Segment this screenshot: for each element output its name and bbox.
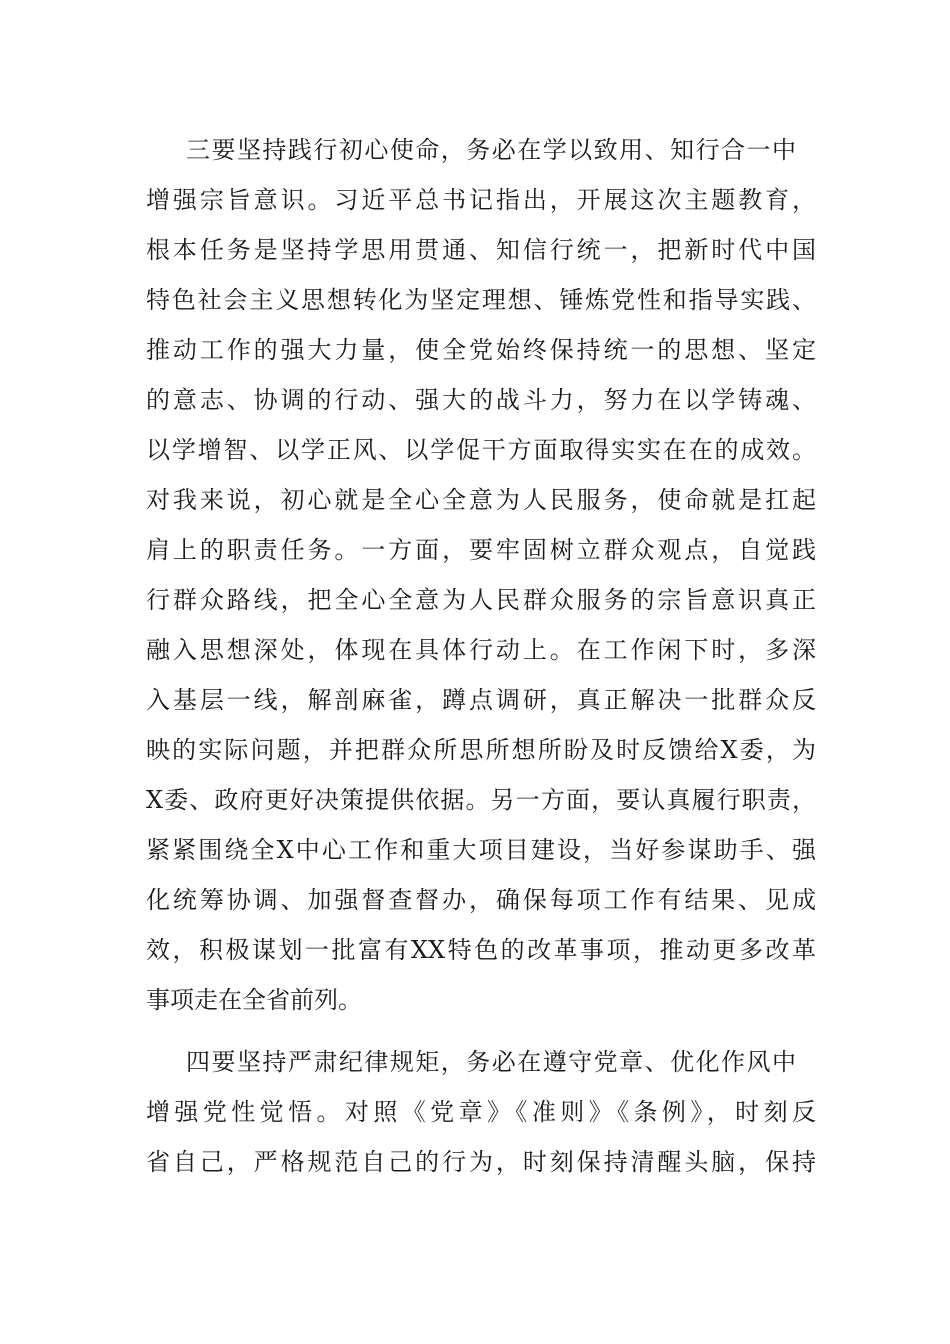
paragraph-1-line-8: 对我来说，初心就是全心全意为人民服务，使命就是扛起	[146, 486, 816, 514]
paragraph-1-line-15: 紧紧围绕全X中心工作和重大项目建设，当好参谋助手、强	[146, 836, 816, 864]
paragraph-1-line-2: 增强宗旨意识。习近平总书记指出，开展这次主题教育，	[146, 186, 816, 214]
paragraph-1-line-5: 推动工作的强大力量，使全党始终保持统一的思想、坚定	[146, 336, 816, 364]
paragraph-1-line-16: 化统筹协调、加强督查督办，确保每项工作有结果、见成	[146, 886, 816, 914]
paragraph-1-line-3: 根本任务是坚持学思用贯通、知信行统一，把新时代中国	[146, 236, 816, 264]
paragraph-1-line-17: 效，积极谋划一批富有XX特色的改革事项，推动更多改革	[146, 936, 816, 964]
paragraph-1-line-4: 特色社会主义思想转化为坚定理想、锤炼党性和指导实践、	[146, 286, 816, 314]
paragraph-2-line-2: 增强党性觉悟。对照《党章》《准则》《条例》，时刻反	[146, 1098, 816, 1126]
paragraph-1-line-18: 事项走在全省前列。	[146, 986, 362, 1014]
paragraph-1-line-1: 三要坚持践行初心使命，务必在学以致用、知行合一中	[186, 136, 796, 164]
paragraph-1-line-6: 的意志、协调的行动、强大的战斗力，努力在以学铸魂、	[146, 386, 816, 414]
paragraph-2-line-1: 四要坚持严肃纪律规矩，务必在遵守党章、优化作风中	[186, 1048, 796, 1076]
paragraph-1-line-9: 肩上的职责任务。一方面，要牢固树立群众观点，自觉践	[146, 536, 816, 564]
paragraph-1-line-13: 映的实际问题，并把群众所思所想所盼及时反馈给X委，为	[146, 736, 816, 764]
paragraph-1-line-10: 行群众路线，把全心全意为人民群众服务的宗旨意识真正	[146, 586, 816, 614]
paragraph-1-line-14: X委、政府更好决策提供依据。另一方面，要认真履行职责，	[146, 786, 816, 814]
paragraph-1-line-11: 融入思想深处，体现在具体行动上。在工作闲下时，多深	[146, 636, 816, 664]
paragraph-2-line-3: 省自己，严格规范自己的行为，时刻保持清醒头脑，保持	[146, 1148, 816, 1176]
paragraph-1-line-12: 入基层一线，解剖麻雀，蹲点调研，真正解决一批群众反	[146, 686, 816, 714]
paragraph-1-line-7: 以学增智、以学正风、以学促干方面取得实实在在的成效。	[146, 436, 816, 464]
